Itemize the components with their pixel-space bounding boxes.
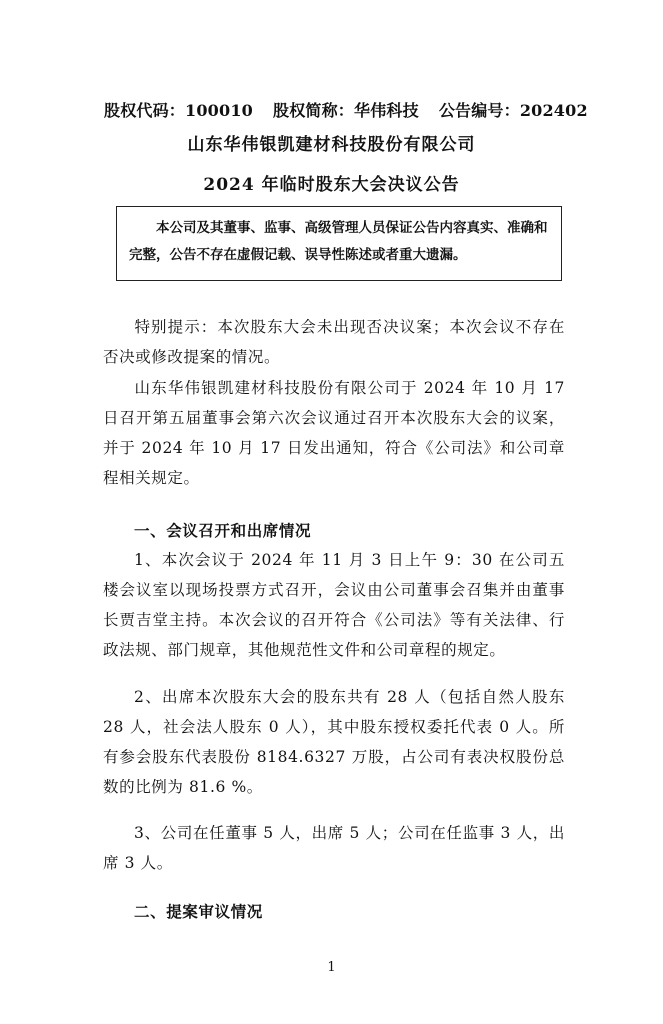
item-3-text: 3、公司在任董事 5 人，出席 5 人；公司在任监事 3 人，出席 3 人。 bbox=[103, 824, 565, 872]
section-1-heading: 一、会议召开和出席情况 bbox=[134, 521, 312, 540]
disclaimer-text: 本公司及其董事、监事、高级管理人员保证公告内容真实、准确和完整，公告不存在虚假记载、误导性陈述或者重大遗漏。 bbox=[129, 220, 548, 263]
page-number: 1 bbox=[327, 960, 336, 975]
disclaimer-box bbox=[116, 206, 562, 281]
intro-paragraph bbox=[103, 373, 565, 493]
notice-number: 公告编号：202402 bbox=[438, 101, 588, 120]
section-1-item-3 bbox=[103, 818, 565, 878]
section-1-item-1 bbox=[103, 545, 565, 665]
equity-code: 股权代码：100010 bbox=[104, 101, 253, 120]
special-tip-paragraph bbox=[103, 312, 565, 372]
item-2-text: 2、出席本次股东大会的股东共有 28 人（包括自然人股东 28 人，社会法人股东 0 人），其中股东授权委托代表 0 人。所有参会股东代表股份 8184.6327 万股，占公司有表决权股份总数的比例为 81.6 %。 bbox=[103, 688, 565, 796]
item-1-text: 1、本次会议于 2024 年 11 月 3 日上午 9：30 在公司五楼会议室以现场投票方式召开，会议由公司董事会召集并由董事长贾吉堂主持。本次会议的召开符合《公司法》等有关法律、行政法规、部门规章，其他规范性文件和公司章程的规定。 bbox=[103, 551, 565, 659]
section-2-heading: 二、提案审议情况 bbox=[134, 902, 263, 921]
equity-short-name: 股权简称：华伟科技 bbox=[273, 101, 419, 120]
document-title: 2024 年临时股东大会决议公告 bbox=[203, 175, 460, 195]
header-line bbox=[104, 98, 588, 121]
special-tip-text: 特别提示：本次股东大会未出现否决议案；本次会议不存在否决或修改提案的情况。 bbox=[103, 318, 565, 366]
company-name: 山东华伟银凯建材科技股份有限公司 bbox=[187, 135, 476, 155]
section-1-item-2 bbox=[103, 682, 565, 802]
intro-text: 山东华伟银凯建材科技股份有限公司于 2024 年 10 月 17 日召开第五届董事会第六次会议通过召开本次股东大会的议案，并于 2024 年 10 月 17 日发出通知，符合《公司法》和公司章程相关规定。 bbox=[103, 379, 565, 487]
